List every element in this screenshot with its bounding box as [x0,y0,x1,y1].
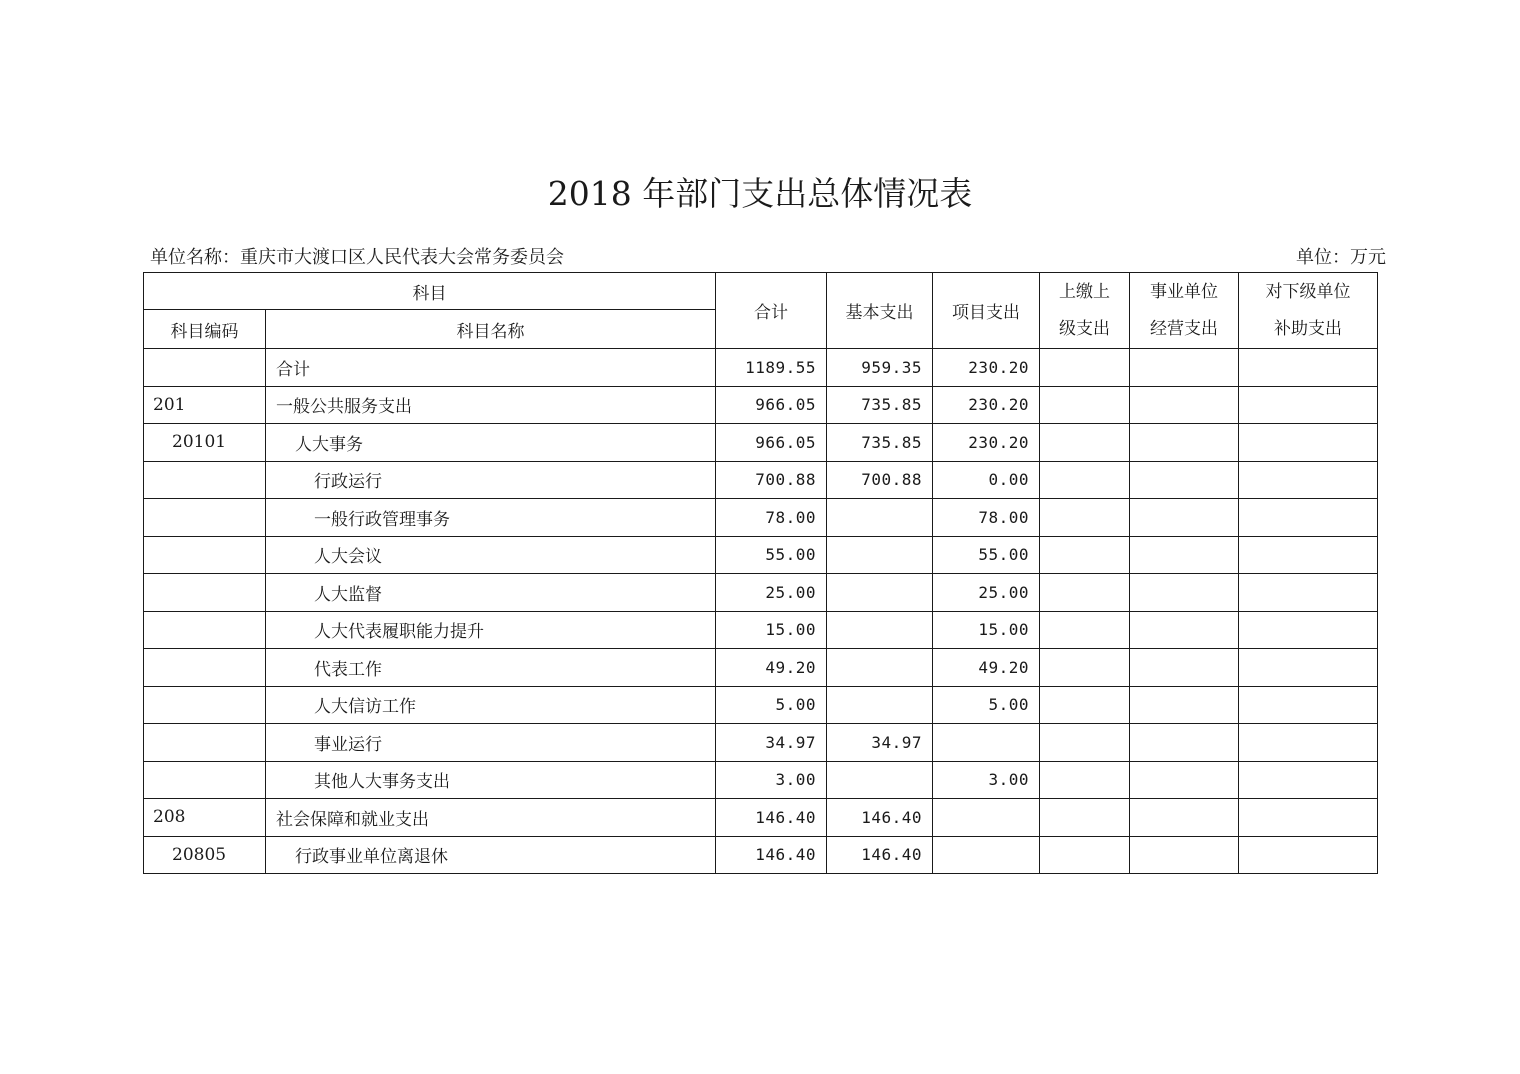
cell-upper [1040,686,1130,724]
header-project: 项目支出 [933,273,1040,349]
cell-code: 20101 [144,424,266,462]
header-subject-group: 科目 [144,273,716,310]
cell-total: 55.00 [716,536,827,574]
cell-basic: 146.40 [827,836,933,874]
cell-basic [827,574,933,612]
table-row [144,574,1378,612]
table-row [144,536,1378,574]
cell-name: 行政事业单位离退休 [266,836,716,874]
cell-total: 49.20 [716,649,827,687]
cell-upper [1040,611,1130,649]
cell-total: 146.40 [716,799,827,837]
cell-upper [1040,649,1130,687]
cell-basic [827,649,933,687]
cell-total: 1189.55 [716,349,827,387]
header-name: 科目名称 [266,310,716,349]
cell-basic [827,536,933,574]
cell-project: 78.00 [933,499,1040,537]
header-subsidy [1239,273,1378,349]
table-row [144,611,1378,649]
cell-subsidy [1239,386,1378,424]
cell-upper [1040,724,1130,762]
table-row [144,461,1378,499]
cell-code: 208 [144,799,266,837]
cell-project: 0.00 [933,461,1040,499]
cell-name: 人大会议 [266,536,716,574]
cell-code [144,574,266,612]
cell-project: 5.00 [933,686,1040,724]
cell-total: 700.88 [716,461,827,499]
cell-code [144,761,266,799]
cell-business [1130,724,1239,762]
cell-project: 49.20 [933,649,1040,687]
cell-name: 一般公共服务支出 [266,386,716,424]
cell-code [144,349,266,387]
cell-total: 25.00 [716,574,827,612]
cell-project: 55.00 [933,536,1040,574]
cell-code [144,499,266,537]
unit-measure-label: 单位：万元 [1296,247,1386,268]
table-row [144,424,1378,462]
cell-code [144,461,266,499]
cell-upper [1040,799,1130,837]
cell-project [933,799,1040,837]
cell-code [144,724,266,762]
cell-code [144,649,266,687]
cell-upper [1040,349,1130,387]
cell-name: 事业运行 [266,724,716,762]
cell-project: 15.00 [933,611,1040,649]
cell-upper [1040,386,1130,424]
header-subsidy-line1: 对下级单位 [1265,281,1351,302]
cell-basic: 735.85 [827,424,933,462]
cell-basic [827,499,933,537]
cell-business [1130,424,1239,462]
unit-name-label: 单位名称：重庆市大渡口区人民代表大会常务委员会 [150,247,564,268]
cell-basic: 34.97 [827,724,933,762]
cell-name: 人大事务 [266,424,716,462]
header-upper-line2: 级支出 [1059,318,1110,339]
cell-subsidy [1239,349,1378,387]
cell-subsidy [1239,724,1378,762]
table-row [144,836,1378,874]
cell-name: 人大监督 [266,574,716,612]
cell-subsidy [1239,761,1378,799]
cell-subsidy [1239,499,1378,537]
cell-name: 代表工作 [266,649,716,687]
cell-subsidy [1239,649,1378,687]
cell-business [1130,611,1239,649]
cell-business [1130,461,1239,499]
cell-name: 人大代表履职能力提升 [266,611,716,649]
cell-name: 一般行政管理事务 [266,499,716,537]
cell-code [144,686,266,724]
table-body [144,273,1378,874]
cell-subsidy [1239,424,1378,462]
table-row [144,386,1378,424]
cell-total: 5.00 [716,686,827,724]
cell-project [933,724,1040,762]
header-total: 合计 [716,273,827,349]
table-row [144,499,1378,537]
cell-upper [1040,461,1130,499]
cell-name: 行政运行 [266,461,716,499]
cell-name: 其他人大事务支出 [266,761,716,799]
cell-total: 15.00 [716,611,827,649]
header-upper [1040,273,1130,349]
header-business-line2: 经营支出 [1150,318,1218,339]
cell-name: 合计 [266,349,716,387]
table-row [144,799,1378,837]
cell-code: 20805 [144,836,266,874]
cell-subsidy [1239,836,1378,874]
cell-basic: 146.40 [827,799,933,837]
cell-project: 230.20 [933,349,1040,387]
cell-business [1130,499,1239,537]
header-business-line1: 事业单位 [1150,281,1218,302]
cell-project: 230.20 [933,386,1040,424]
cell-total: 966.05 [716,386,827,424]
cell-basic: 735.85 [827,386,933,424]
cell-basic [827,761,933,799]
cell-total: 3.00 [716,761,827,799]
cell-total: 78.00 [716,499,827,537]
table-row [144,686,1378,724]
cell-business [1130,761,1239,799]
cell-upper [1040,536,1130,574]
cell-project: 230.20 [933,424,1040,462]
cell-total: 966.05 [716,424,827,462]
table-row [144,649,1378,687]
cell-basic [827,611,933,649]
table-row [144,349,1378,387]
cell-subsidy [1239,536,1378,574]
cell-upper [1040,424,1130,462]
header-subsidy-line2: 补助支出 [1274,318,1342,339]
cell-project: 3.00 [933,761,1040,799]
cell-basic [827,686,933,724]
cell-subsidy [1239,686,1378,724]
cell-business [1130,686,1239,724]
cell-name: 社会保障和就业支出 [266,799,716,837]
header-business [1130,273,1239,349]
cell-total: 146.40 [716,836,827,874]
cell-upper [1040,574,1130,612]
cell-business [1130,649,1239,687]
cell-subsidy [1239,799,1378,837]
table-row [144,724,1378,762]
expenditure-table [143,272,1378,874]
page-title: 2018 年部门支出总体情况表 [547,174,973,213]
cell-upper [1040,499,1130,537]
header-upper-line1: 上缴上 [1059,281,1110,302]
header-row-top [144,273,1378,310]
cell-code [144,536,266,574]
cell-subsidy [1239,574,1378,612]
cell-upper [1040,761,1130,799]
cell-subsidy [1239,461,1378,499]
cell-total: 34.97 [716,724,827,762]
cell-code [144,611,266,649]
header-basic: 基本支出 [827,273,933,349]
cell-basic: 959.35 [827,349,933,387]
cell-name: 人大信访工作 [266,686,716,724]
cell-business [1130,536,1239,574]
table-row [144,761,1378,799]
cell-business [1130,836,1239,874]
cell-business [1130,799,1239,837]
header-code: 科目编码 [144,310,266,349]
cell-project: 25.00 [933,574,1040,612]
cell-basic: 700.88 [827,461,933,499]
cell-code: 201 [144,386,266,424]
cell-business [1130,349,1239,387]
cell-business [1130,574,1239,612]
cell-subsidy [1239,611,1378,649]
cell-business [1130,386,1239,424]
cell-project [933,836,1040,874]
cell-upper [1040,836,1130,874]
